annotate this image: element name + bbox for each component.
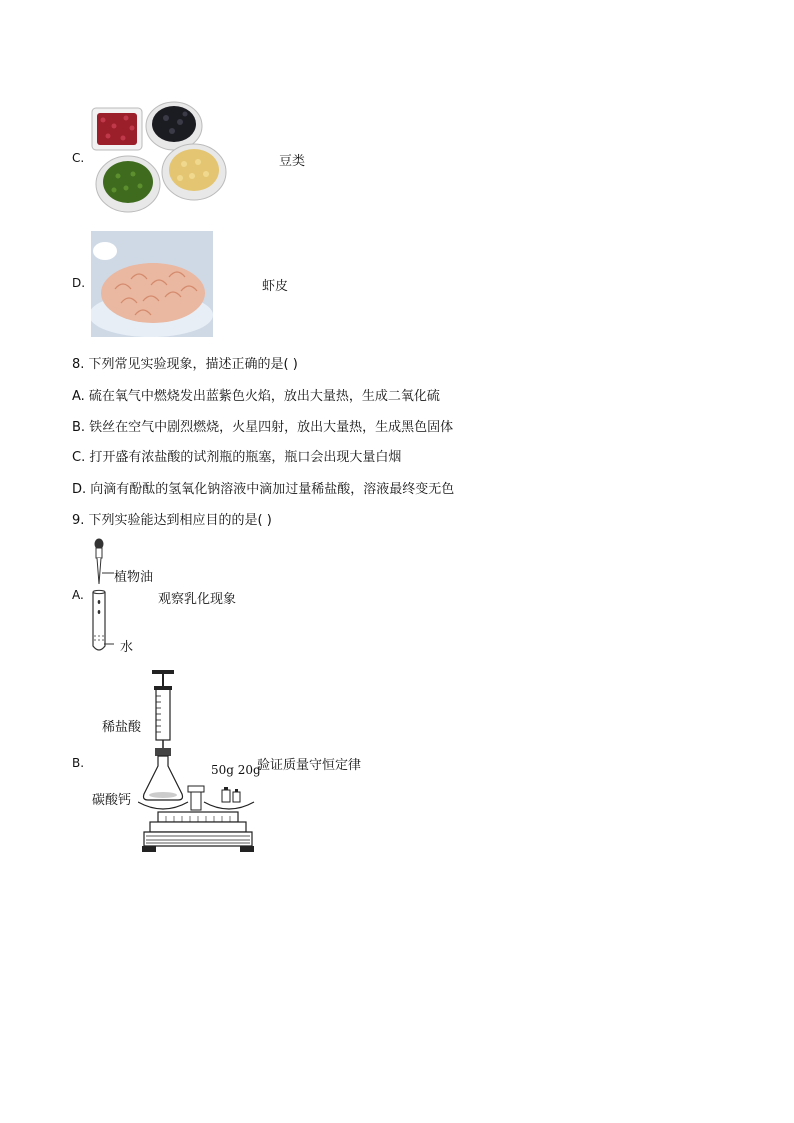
q9-option-a-label: 观察乳化现象 xyxy=(158,592,237,607)
acid-label: 稀盐酸 xyxy=(102,720,142,735)
option-c-label: 豆类 xyxy=(279,154,306,169)
q9-option-a-letter: A. xyxy=(72,588,84,602)
q8-option-c: C. 打开盛有浓盐酸的试剂瓶的瓶塞，瓶口会出现大量白烟 xyxy=(72,450,402,465)
emulsion-diagram xyxy=(88,536,144,658)
option-c-letter: C. xyxy=(72,151,85,165)
balance-diagram xyxy=(138,666,258,858)
q8-option-a: A. 硫在氧气中燃烧发出蓝紫色火焰，放出大量热，生成二氧化硫 xyxy=(72,389,440,404)
q9-stem: 9. 下列实验能达到相应目的的是( ) xyxy=(72,513,272,528)
water-label: 水 xyxy=(120,640,134,655)
q8-option-d: D. 向滴有酚酞的氢氧化钠溶液中滴加过量稀盐酸，溶液最终变无色 xyxy=(72,482,455,497)
q8-stem: 8. 下列常见实验现象，描述正确的是( ) xyxy=(72,357,298,372)
oil-label: 植物油 xyxy=(114,570,154,585)
carbonate-label: 碳酸钙 xyxy=(92,793,132,808)
option-d-letter: D. xyxy=(72,276,86,290)
q8-option-b: B. 铁丝在空气中剧烈燃烧，火星四射，放出大量热，生成黑色固体 xyxy=(72,420,454,435)
option-d-label: 虾皮 xyxy=(262,279,289,294)
beans-image xyxy=(88,96,230,218)
q9-option-b-label: 验证质量守恒定律 xyxy=(257,758,362,773)
weights-label: 50g 20g xyxy=(211,763,261,777)
dried-shrimp-image xyxy=(91,231,213,337)
q9-option-b-letter: B. xyxy=(72,756,85,770)
